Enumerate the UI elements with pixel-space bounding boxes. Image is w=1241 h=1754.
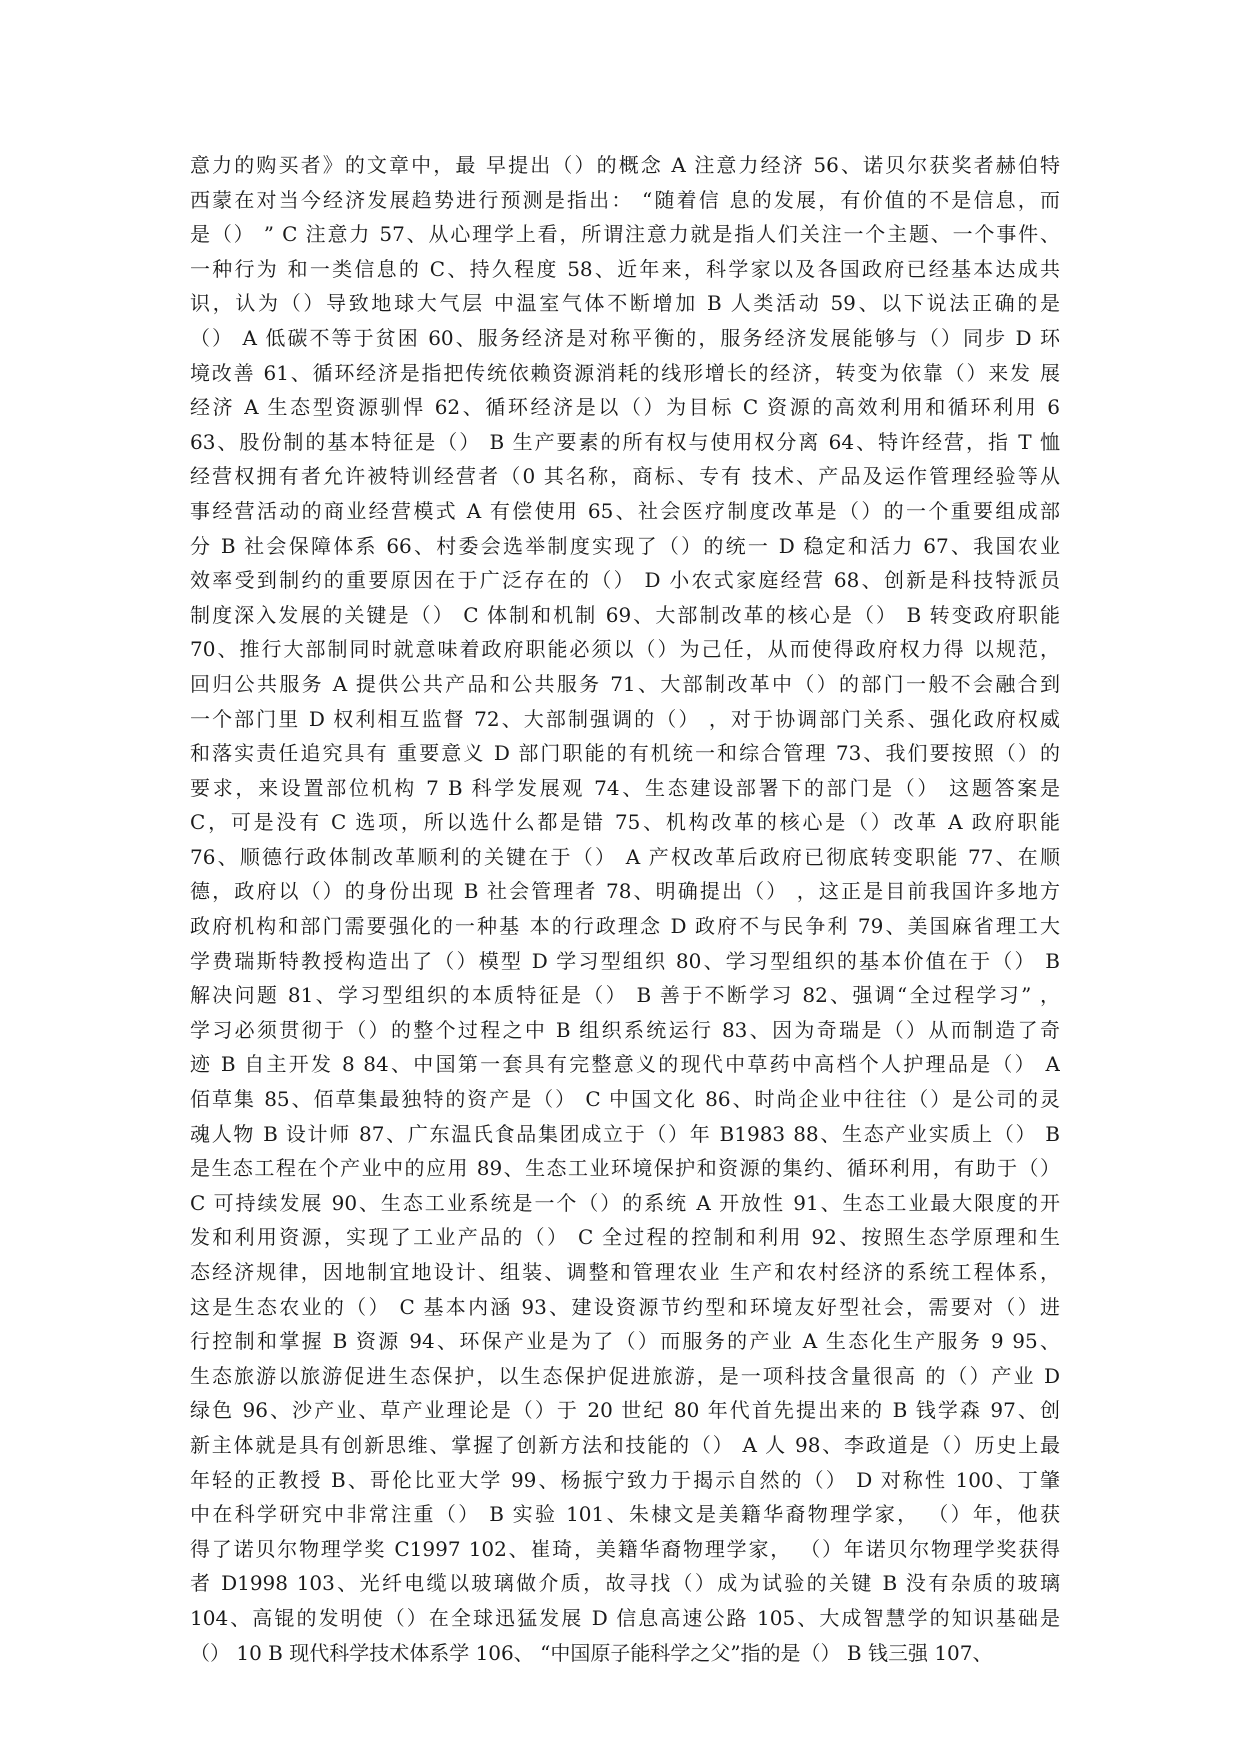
text-line: 者 D1998 103、光纤电缆以玻璃做介质，故寻找（）成为试验的关键 B 没有杂质的玻璃 [190,1571,1060,1596]
text-line: 识，认为（）导致地球大气层 中温室气体不断增加 B 人类活动 59、以下说法正确的是 [190,291,1060,316]
text-line: 佰草集 85、佰草集最独特的资产是（） C 中国文化 86、时尚企业中往往（）是公司的灵 [190,1087,1060,1112]
text-line: 魂人物 B 设计师 87、广东温氏食品集团成立于（）年 B1983 88、生态产业实质上（） B [190,1121,1060,1146]
text-line: 是（） ” C 注意力 57、从心理学上看，所谓注意力就是指人们关注一个主题、一个事件、 [190,222,1060,247]
text-line: 境改善 61、循环经济是指把传统依赖资源消耗的线形增长的经济，转变为依靠（）来发 展 [190,360,1060,385]
text-line: 解决问题 81、学习型组织的本质特征是（） B 善于不断学习 82、强调“全过程学习” ， [190,983,1060,1008]
text-line: 绿色 96、沙产业、草产业理论是（）于 20 世纪 80 年代首先提出来的 B 钱学森 97、创 [190,1398,1060,1423]
text-line: 迹 B 自主开发 8 84、中国第一套具有完整意义的现代中草药中高档个人护理品是（） A [190,1052,1060,1077]
text-line: 生态旅游以旅游促进生态保护，以生态保护促进旅游，是一项科技含量很高 的（）产业 D [190,1363,1060,1388]
text-line: 一个部门里 D 权利相互监督 72、大部制强调的（） ，对于协调部门关系、强化政府权威 [190,706,1060,731]
text-line: 104、高锟的发明使（）在全球迅猛发展 D 信息高速公路 105、大成智慧学的知识基础是 [190,1605,1060,1630]
text-line: 回归公共服务 A 提供公共产品和公共服务 71、大部制改革中（）的部门一般不会融合到 [190,671,1060,696]
text-line: 要求，来设置部位机构 7 B 科学发展观 74、生态建设部署下的部门是（） 这题答案是 [190,775,1060,800]
text-line: 事经营活动的商业经营模式 A 有偿使用 65、社会医疗制度改革是（）的一个重要组成部 [190,498,1060,523]
text-line: 德，政府以（）的身份出现 B 社会管理者 78、明确提出（） ，这正是目前我国许多地方 [190,879,1060,904]
text-line: 制度深入发展的关键是（） C 体制和机制 69、大部制改革的核心是（） B 转变政府职能 [190,602,1060,627]
text-line: （） A 低碳不等于贫困 60、服务经济是对称平衡的，服务经济发展能够与（）同步 D 环 [190,325,1060,350]
text-line: 63、股份制的基本特征是（） B 生产要素的所有权与使用权分离 64、特许经营，指 T 恤 [190,429,1060,454]
text-line: 和落实责任追究具有 重要意义 D 部门职能的有机统一和综合管理 73、我们要按照（）的 [190,741,1060,766]
text-line: 效率受到制约的重要原因在于广泛存在的（） D 小农式家庭经营 68、创新是科技特派员 [190,568,1060,593]
text-line: 学费瑞斯特教授构造出了（）模型 D 学习型组织 80、学习型组织的基本价值在于（） B [190,948,1060,973]
text-line: 行控制和掌握 B 资源 94、环保产业是为了（）而服务的产业 A 生态化生产服务 9 95、 [190,1329,1060,1354]
text-line: 76、顺德行政体制改革顺利的关键在于（） A 产权改革后政府已彻底转变职能 77、在顺 [190,844,1060,869]
text-line: 政府机构和部门需要强化的一种基 本的行政理念 D 政府不与民争利 79、美国麻省理工大 [190,914,1060,939]
text-line: C，可是没有 C 选项，所以选什么都是错 75、机构改革的核心是（）改革 A 政府职能 [190,810,1060,835]
text-line: C 可持续发展 90、生态工业系统是一个（）的系统 A 开放性 91、生态工业最大限度的开 [190,1190,1060,1215]
text-line: 这是生态农业的（） C 基本内涵 93、建设资源节约型和环境友好型社会，需要对（）进 [190,1294,1060,1319]
text-line: 意力的购买者》的文章中，最 早提出（）的概念 A 注意力经济 56、诺贝尔获奖者赫伯特 [190,153,1060,177]
text-line: 西蒙在对当今经济发展趋势进行预测是指出： “随着信 息的发展，有价值的不是信息，而 [190,187,1060,212]
text-line: 一种行为 和一类信息的 C、持久程度 58、近年来，科学家以及各国政府已经基本达成共 [190,256,1060,281]
text-line: 经营权拥有者允许被特训经营者（0 其名称，商标、专有 技术、产品及运作管理经验等从 [190,464,1060,489]
text-line: 态经济规律，因地制宜地设计、组装、调整和管理农业 生产和农村经济的系统工程体系， [190,1260,1060,1284]
text-line: 发和利用资源，实现了工业产品的（） C 全过程的控制和利用 92、按照生态学原理和生 [190,1225,1060,1250]
text-line: 中在科学研究中非常注重（） B 实验 101、朱棣文是美籍华裔物理学家， （）年，他获 [190,1502,1060,1527]
text-line: 得了诺贝尔物理学奖 C1997 102、崔琦，美籍华裔物理学家， （）年诺贝尔物理学奖获得 [190,1536,1060,1561]
text-line: 是生态工程在个产业中的应用 89、生态工业环境保护和资源的集约、循环利用，有助于（） [190,1156,1060,1181]
text-line: 70、推行大部制同时就意味着政府职能必须以（）为己任，从而使得政府权力得 以规范， [190,637,1060,662]
text-line: 经济 A 生态型资源驯悍 62、循环经济是以（）为目标 C 资源的高效利用和循环利用 6 [190,395,1060,420]
text-line: 新主体就是具有创新思维、掌握了创新方法和技能的（） A 人 98、李政道是（）历史上最 [190,1432,1060,1457]
text-line: 学习必须贯彻于（）的整个过程之中 B 组织系统运行 83、因为奇瑞是（）从而制造了奇 [190,1017,1060,1042]
text-line: 分 B 社会保障体系 66、村委会选举制度实现了（）的统一 D 稳定和活力 67、我国农业 [190,533,1060,558]
text-line: （） 10 B 现代科学技术体系学 106、 “中国原子能科学之父”指的是（） B 钱三强 107、 [190,1640,993,1665]
body-text [190,148,1060,1670]
text-line: 年轻的正教授 B、哥伦比亚大学 99、杨振宁致力于揭示自然的（） D 对称性 100、丁肇 [190,1467,1060,1492]
